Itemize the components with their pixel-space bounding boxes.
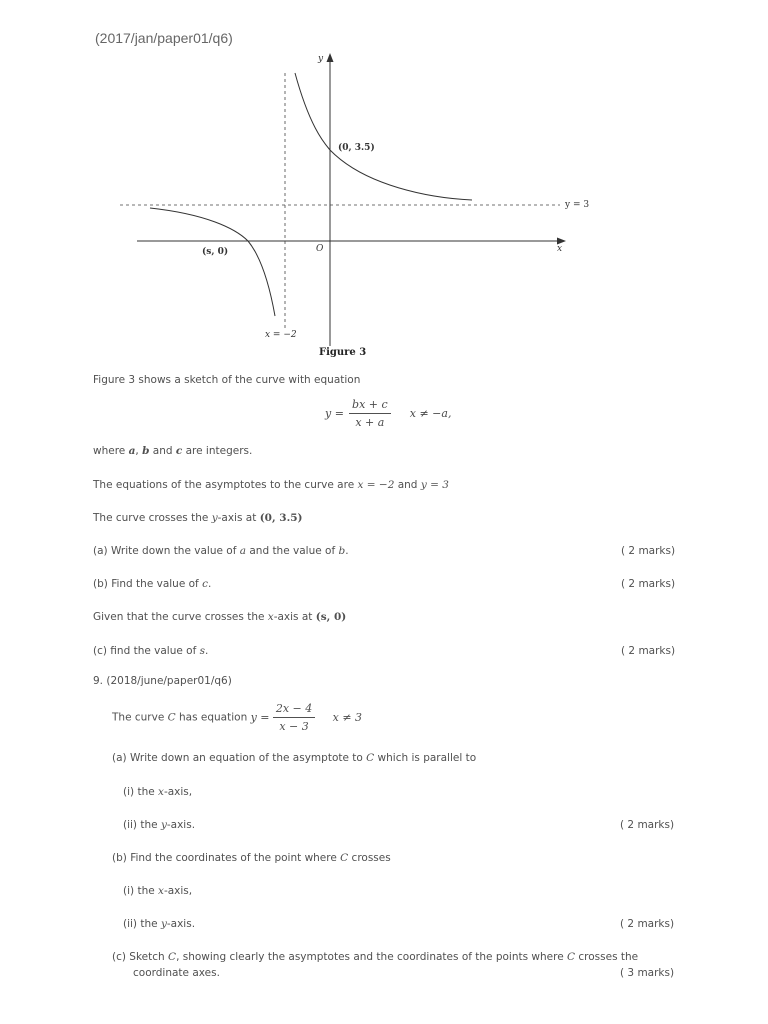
- equation-numerator: bx + c: [349, 398, 391, 414]
- q1-part-a-marks: ( 2 marks): [621, 545, 676, 557]
- q1-part-c-marks: ( 2 marks): [621, 645, 676, 657]
- equation-condition: x ≠ −a,: [409, 407, 452, 420]
- question-reference: (2017/jan/paper01/q6): [95, 30, 233, 46]
- q2-a-ii-var: y: [160, 819, 167, 831]
- x-axis-label: x: [557, 244, 563, 254]
- asymptotes-and: and: [394, 479, 421, 491]
- given-text: [93, 611, 346, 623]
- figure-caption: Figure 3: [319, 347, 367, 358]
- var-b: b: [142, 445, 150, 457]
- q2-part-b-suffix: crosses: [348, 852, 391, 864]
- part-c-prefix: (c) find the value of: [93, 645, 200, 657]
- q2-a-ii-prefix: (ii) the: [123, 819, 161, 831]
- q2-part-a-i: [123, 786, 192, 798]
- q2-intro-prefix: The curve: [112, 711, 168, 724]
- q2-b-ii-prefix: (ii) the: [123, 918, 161, 930]
- q2-part-a: [112, 752, 476, 764]
- horizontal-asymptote-label: y = 3: [565, 200, 590, 210]
- q2-part-c-line2: coordinate axes.: [133, 967, 220, 979]
- part-b-prefix: (b) Find the value of: [93, 578, 203, 590]
- q2-b-ii-suffix: -axis.: [166, 918, 196, 930]
- q1-part-b: [93, 578, 211, 590]
- given-var-x: x: [267, 611, 274, 623]
- q2-part-b-i: [123, 885, 192, 897]
- curve-left-branch: [150, 208, 275, 316]
- q2-a-i-suffix: -axis,: [163, 786, 193, 798]
- part-c-var-s: s: [199, 645, 206, 657]
- origin-label: O: [316, 244, 324, 254]
- asymptote-x: x = −2: [357, 479, 395, 491]
- q2-a-ii-suffix: -axis.: [166, 819, 196, 831]
- q2-part-b-var-C: C: [340, 852, 349, 864]
- crosses-point: (0, 3.5): [259, 512, 303, 524]
- q2-part-b-marks: ( 2 marks): [620, 918, 675, 930]
- q2-b-i-prefix: (i) the: [123, 885, 159, 897]
- q1-part-b-marks: ( 2 marks): [621, 578, 676, 590]
- where-and: and: [149, 445, 176, 457]
- q2-intro: [112, 702, 362, 733]
- equation-fraction: [349, 398, 391, 429]
- q1-part-a: [93, 545, 349, 557]
- x-intercept-label: (s, 0): [202, 247, 229, 257]
- q2-equation-numerator: 2x − 4: [273, 702, 315, 718]
- q2-b-ii-var: y: [160, 918, 167, 930]
- equation-denominator: x + a: [355, 416, 385, 429]
- q2-b-i-var: x: [158, 885, 164, 897]
- q2-part-c-var-C1: C: [168, 951, 177, 963]
- part-a-mid: and the value of: [246, 545, 339, 557]
- var-a: a: [128, 445, 136, 457]
- q2-part-c-var-C2: C: [567, 951, 576, 963]
- given-prefix: Given that the curve crosses the: [93, 611, 268, 623]
- q2-equation-fraction: [273, 702, 315, 733]
- q2-part-a-ii: [123, 819, 195, 831]
- asymptotes-prefix: The equations of the asymptotes to the curve are: [93, 479, 358, 491]
- intro-text: Figure 3 shows a sketch of the curve with equation: [93, 374, 361, 386]
- q2-a-i-var: x: [158, 786, 164, 798]
- y-axis-label: y: [318, 54, 324, 64]
- q2-part-a-suffix: which is parallel to: [374, 752, 477, 764]
- q2-part-c-prefix: (c) Sketch: [112, 951, 169, 963]
- q2-equation-lhs: y =: [250, 711, 270, 724]
- q2-intro-mid: has equation: [175, 711, 251, 724]
- q2-equation-condition: x ≠ 3: [332, 711, 363, 724]
- crosses-mid: -axis at: [217, 512, 260, 524]
- part-b-end: .: [207, 578, 212, 590]
- asymptote-y: y = 3: [420, 479, 449, 491]
- y-intercept-label: (0, 3.5): [338, 143, 375, 153]
- part-a-end: .: [345, 545, 349, 557]
- where-suffix: are integers.: [182, 445, 253, 457]
- part-a-var-b: b: [338, 545, 346, 557]
- equation-lhs: y =: [325, 407, 344, 420]
- q1-part-c: [93, 645, 208, 657]
- crosses-var-y: y: [211, 512, 218, 524]
- q2-part-b: [112, 852, 391, 864]
- var-c: c: [175, 445, 183, 457]
- main-equation: [325, 398, 451, 429]
- y-axis-arrow-icon: [327, 53, 334, 62]
- q2-part-a-var-C: C: [366, 752, 375, 764]
- where-prefix: where: [93, 445, 129, 457]
- vertical-asymptote-label: x = −2: [265, 330, 297, 340]
- q2-part-b-prefix: (b) Find the coordinates of the point where: [112, 852, 341, 864]
- q2-var-C: C: [167, 711, 176, 724]
- part-c-end: .: [205, 645, 209, 657]
- q2-part-b-ii: [123, 918, 195, 930]
- q2-part-a-marks: ( 2 marks): [620, 819, 675, 831]
- crosses-prefix: The curve crosses the: [93, 512, 212, 524]
- q2-equation-denominator: x − 3: [279, 720, 309, 733]
- given-point: (s, 0): [315, 611, 347, 623]
- given-mid: -axis at: [273, 611, 316, 623]
- q2-part-c: [112, 951, 638, 963]
- q2-part-c-suffix: crosses the: [575, 951, 639, 963]
- crosses-y-text: [93, 512, 303, 524]
- asymptotes-text: [93, 479, 449, 491]
- q2-b-i-suffix: -axis,: [163, 885, 193, 897]
- question-9-reference: 9. (2018/june/paper01/q6): [93, 675, 232, 687]
- q2-a-i-prefix: (i) the: [123, 786, 159, 798]
- q2-part-a-prefix: (a) Write down an equation of the asymptote to: [112, 752, 367, 764]
- curve-right-branch: [295, 73, 472, 200]
- q2-part-c-mid: , showing clearly the asymptotes and the coordinates of the points where: [176, 951, 568, 963]
- q2-part-c-marks: ( 3 marks): [620, 967, 675, 979]
- part-a-var-a: a: [239, 545, 247, 557]
- where-sep: ,: [135, 445, 143, 457]
- figure-graph: [110, 48, 610, 348]
- part-a-prefix: (a) Write down the value of: [93, 545, 240, 557]
- where-text: [93, 445, 252, 457]
- part-b-var-c: c: [202, 578, 208, 590]
